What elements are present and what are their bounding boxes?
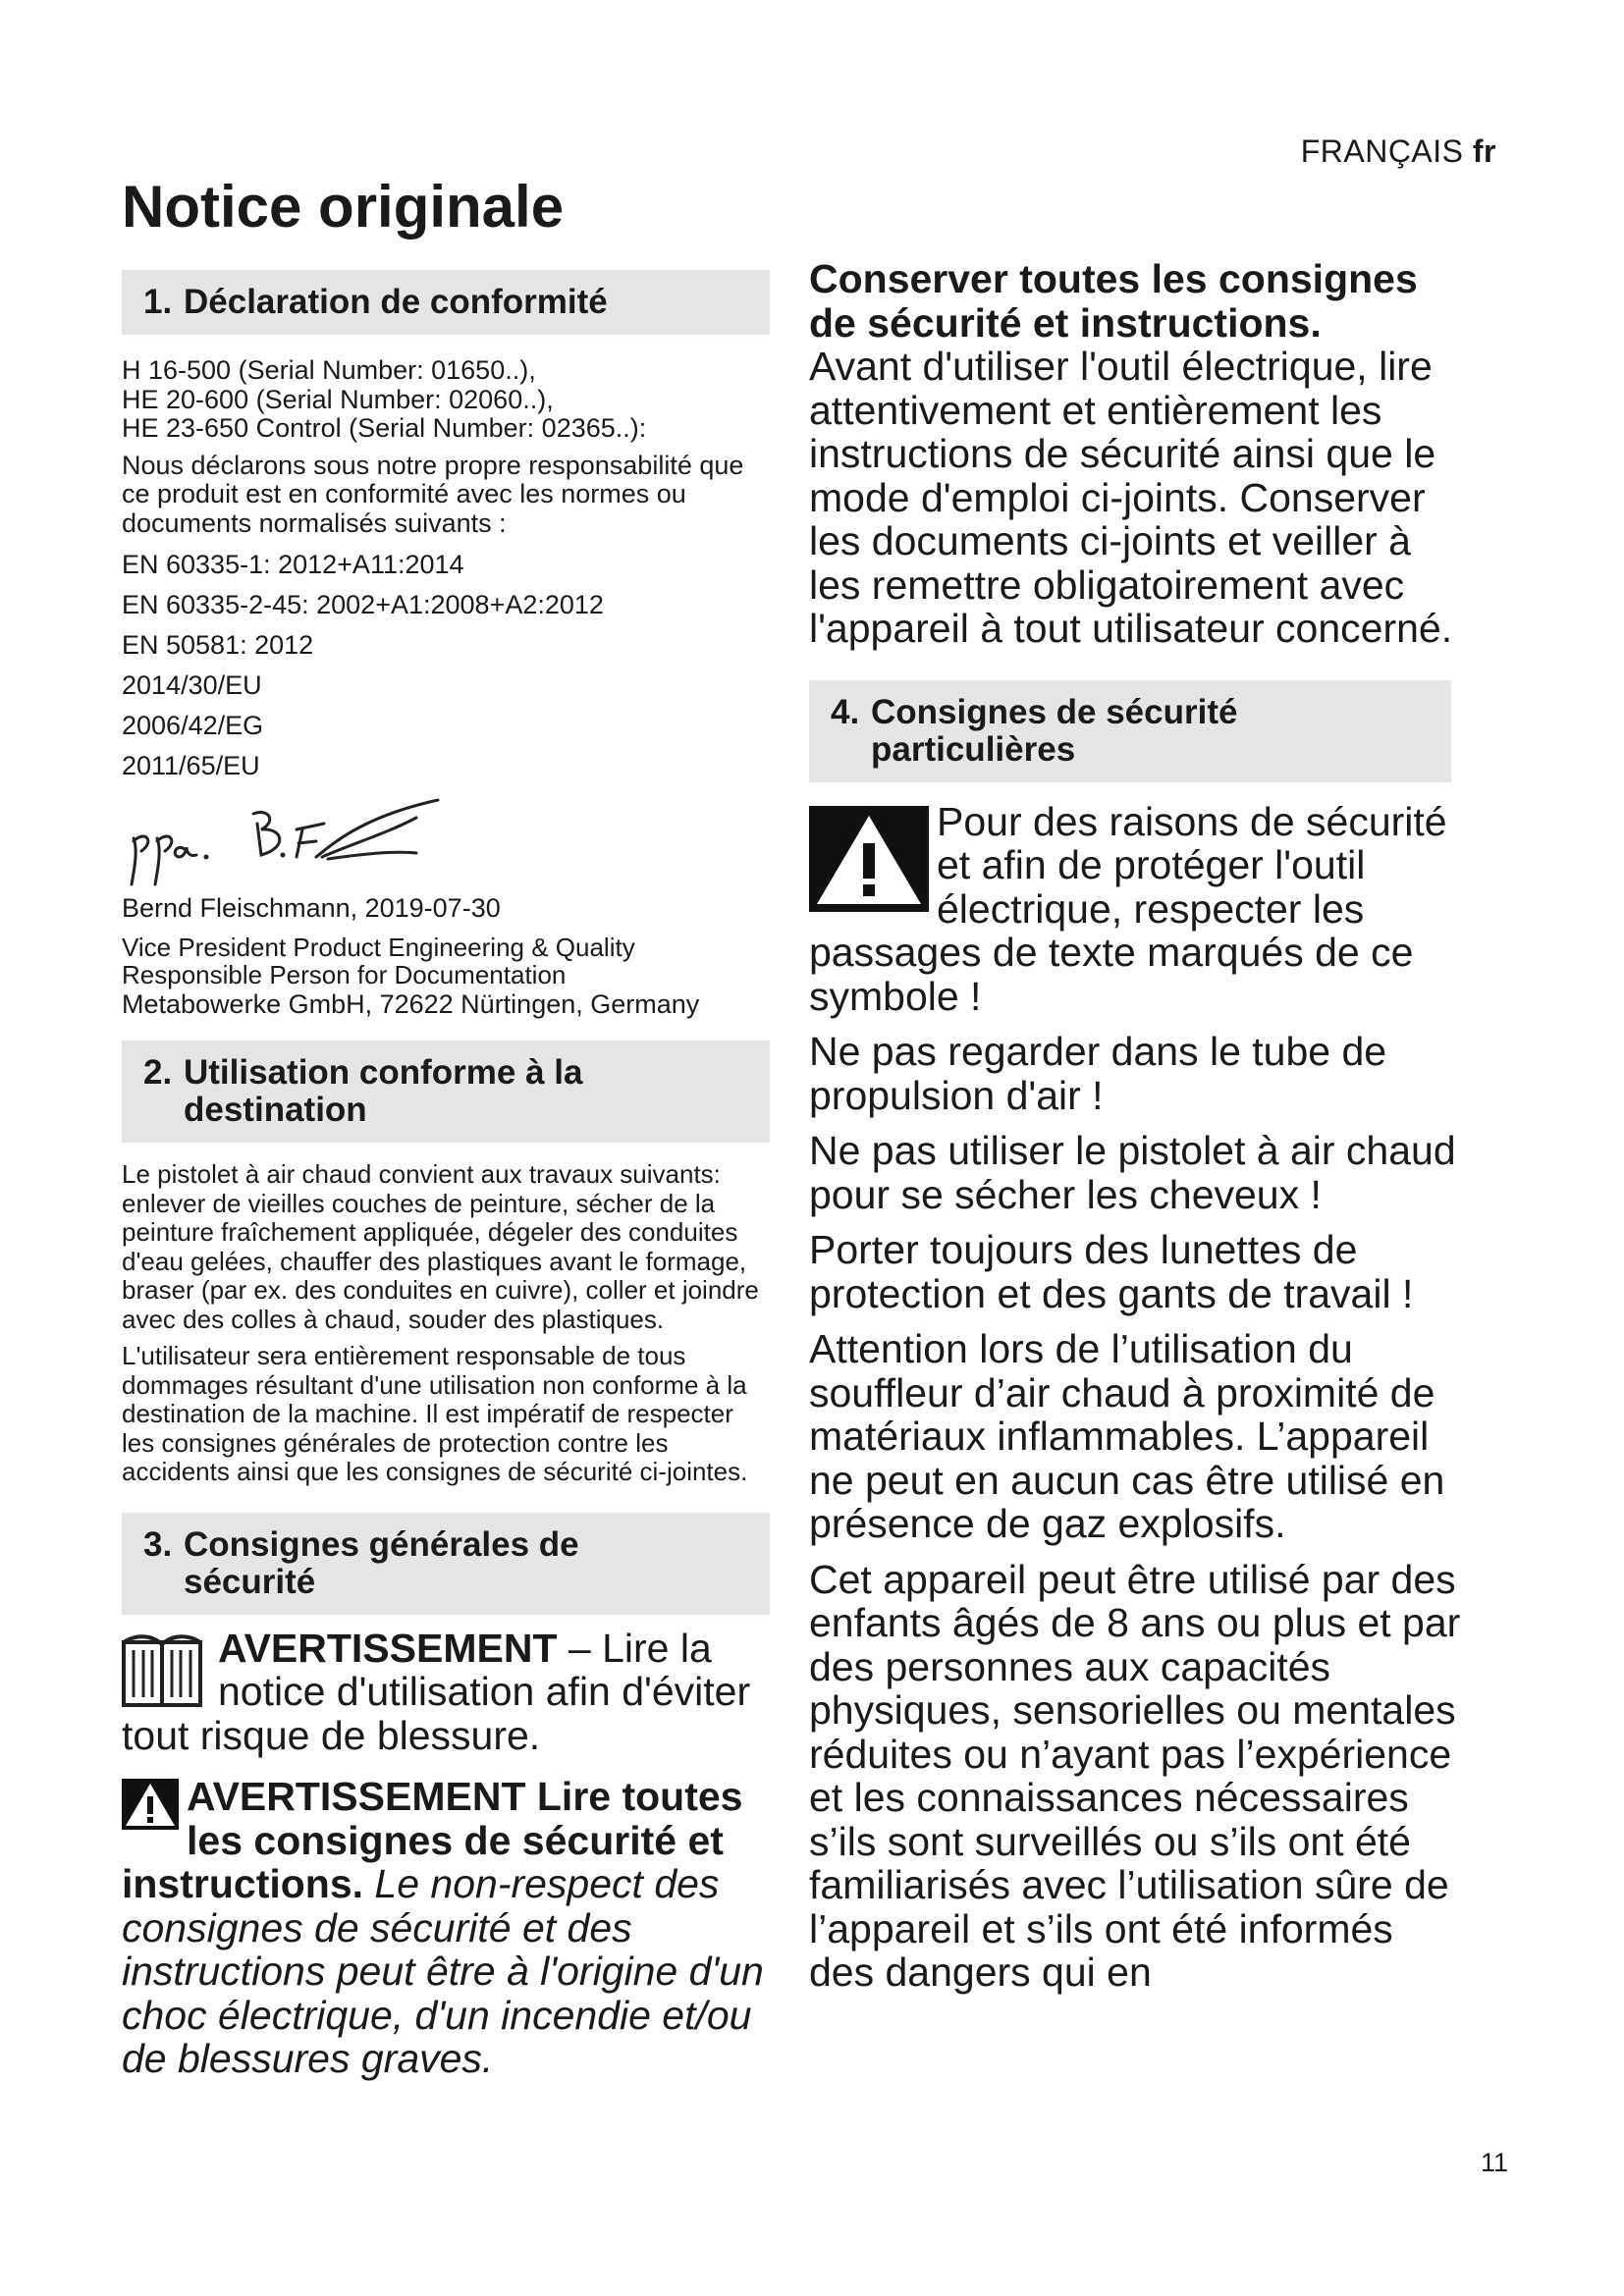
general-warning-text [122,1775,770,2081]
page-title: Notice originale [122,174,565,240]
declaration-text: Nous déclarons sous notre propre responsabilité que ce produit est en conformité avec les normes ou documents normalisés suivants : [122,450,744,538]
safety-instruction: Ne pas regarder dans le tube de propulsion d'air ! [809,1029,1387,1118]
role-line: Vice President Product Engineering & Quality [122,932,635,962]
read-manual-book-icon [122,1632,202,1709]
keep-instructions-paragraph [809,257,1462,651]
symbol-note [809,800,1462,1019]
handwritten-signature [122,794,465,892]
signatory-name-date: Bernd Fleischmann, 2019-07-30 [122,893,501,923]
section-4-heading [809,680,1451,782]
language-indicator [1301,133,1496,170]
symbol-note-text: Pour des raisons de sécurité et afin de protéger l'outil électrique, respecter les passages de texte marqués de ce symbole ! [809,798,1447,1019]
standards-list [122,545,770,786]
section-1-title: Déclaration de conformité [184,283,608,321]
warning-triangle-icon [809,806,929,912]
section-2-title-line1: Utilisation conforme à la [184,1053,583,1092]
page-number: 11 [1480,2148,1508,2177]
model-line: HE 20-600 (Serial Number: 02060..), [122,384,554,414]
model-line: H 16-500 (Serial Number: 01650..), [122,355,536,385]
general-warning [122,1775,770,2081]
usage-list: enlever de vieilles couches de peinture, sécher de la peinture fraîchement appliquée, dégeler des conduites d'eau gelées, chauffer des plastiques avant le formage, braser (par ex. des conduites en cuivre), coller et joindre avec des colles à chaud, souder des plastiques. [122,1188,759,1334]
section-4-title-line2: particulières [871,729,1076,769]
left-column [122,270,770,2081]
standard-item: EN 60335-1: 2012+A11:2014 [122,550,464,579]
section-3-heading [122,1513,770,1615]
right-column [809,257,1462,1995]
signatory-role [122,934,770,988]
section-2-title-line2: destination [184,1091,367,1129]
standard-item: EN 50581: 2012 [122,630,314,660]
warning-heading: AVERTISSEMENT Lire toutes les consignes de sécurité et instructions. [122,1774,743,1906]
usage-paragraph [122,1160,770,1334]
section-2-number: 2. [143,1053,173,1092]
section-1-heading [122,270,770,335]
section-1-number: 1. [143,283,173,321]
section-4-title-line1: Consignes de sécurité [871,692,1238,731]
section-3-title-line2: sécurité [184,1562,316,1601]
company-address: Metabowerke GmbH, 72622 Nürtingen, Germany [122,988,700,1019]
manual-warning-body: – Lire la notice d'utilisation afin d'éviter tout risque de blessure. [122,1625,751,1758]
warning-consequence: Le non-respect des consignes de sécurité et des instructions peut être à l'origine d'un choc électrique, d'un incendie et/ou de blessures graves. [122,1861,764,2081]
section-4-number: 4. [831,692,860,731]
usage-intro: Le pistolet à air chaud convient aux travaux suivants: [122,1159,721,1189]
keep-instructions-heading: Conserver toutes les consignes de sécurité et instructions. [809,256,1418,346]
section-2-heading [122,1041,770,1143]
role-line: Responsible Person for Documentation [122,959,567,989]
section-3-title-line1: Consignes générales de [184,1524,579,1564]
safety-instruction: Attention lors de l’utilisation du souffleur d’air chaud à proximité de matériaux inflammables. L’appareil ne peut en aucun cas être utilisé en présence de gaz explosifs. [809,1326,1445,1546]
language-code: fr [1472,133,1496,169]
model-line: HE 23-650 Control (Serial Number: 02365..): [122,413,647,443]
standard-item: 2011/65/EU [122,751,260,780]
warning-triangle-icon [122,1779,179,1830]
keep-instructions-body: Avant d'utiliser l'outil électrique, lire attentivement et entièrement les instructions de sécurité ainsi que le mode d'emploi ci-joints. Conserver les documents ci-joints et veiller à les remettre obligatoirement avec l'appareil à tout utilisateur concerné. [809,344,1453,651]
manual-warning [122,1627,770,1758]
warning-label: AVERTISSEMENT [218,1625,558,1671]
section-3-number: 3. [143,1524,173,1564]
standard-item: EN 60335-2-45: 2002+A1:2008+A2:2012 [122,590,604,619]
safety-instruction: Ne pas utiliser le pistolet à air chaud pour se sécher les cheveux ! [809,1128,1456,1217]
safety-instruction: Cet appareil peut être utilisé par des enfants âgés de 8 ans ou plus et par des personnes aux capacités physiques, sensorielles ou mentales réduites ou n’ayant pas l’expérience et les connaissances nécessaires s’ils sont surveillés ou s’ils ont été familiarisés avec l’utilisation sûre de l’appareil et s’ils ont été informés des dangers qui en [809,1556,1461,1995]
language-label: FRANÇAIS [1300,133,1464,169]
standard-item: 2014/30/EU [122,670,262,700]
model-list [122,356,770,444]
standard-item: 2006/42/EG [122,711,264,740]
manual-warning-text [122,1627,770,1758]
liability-paragraph: L'utilisateur sera entièrement responsable de tous dommages résultant d'une utilisation non conforme à la destination de la machine. Il est impératif de respecter les consignes générales de protection contre les accidents ainsi que les consignes de sécurité ci-jointes. [122,1341,748,1486]
safety-instruction: Porter toujours des lunettes de protection et des gants de travail ! [809,1227,1414,1316]
